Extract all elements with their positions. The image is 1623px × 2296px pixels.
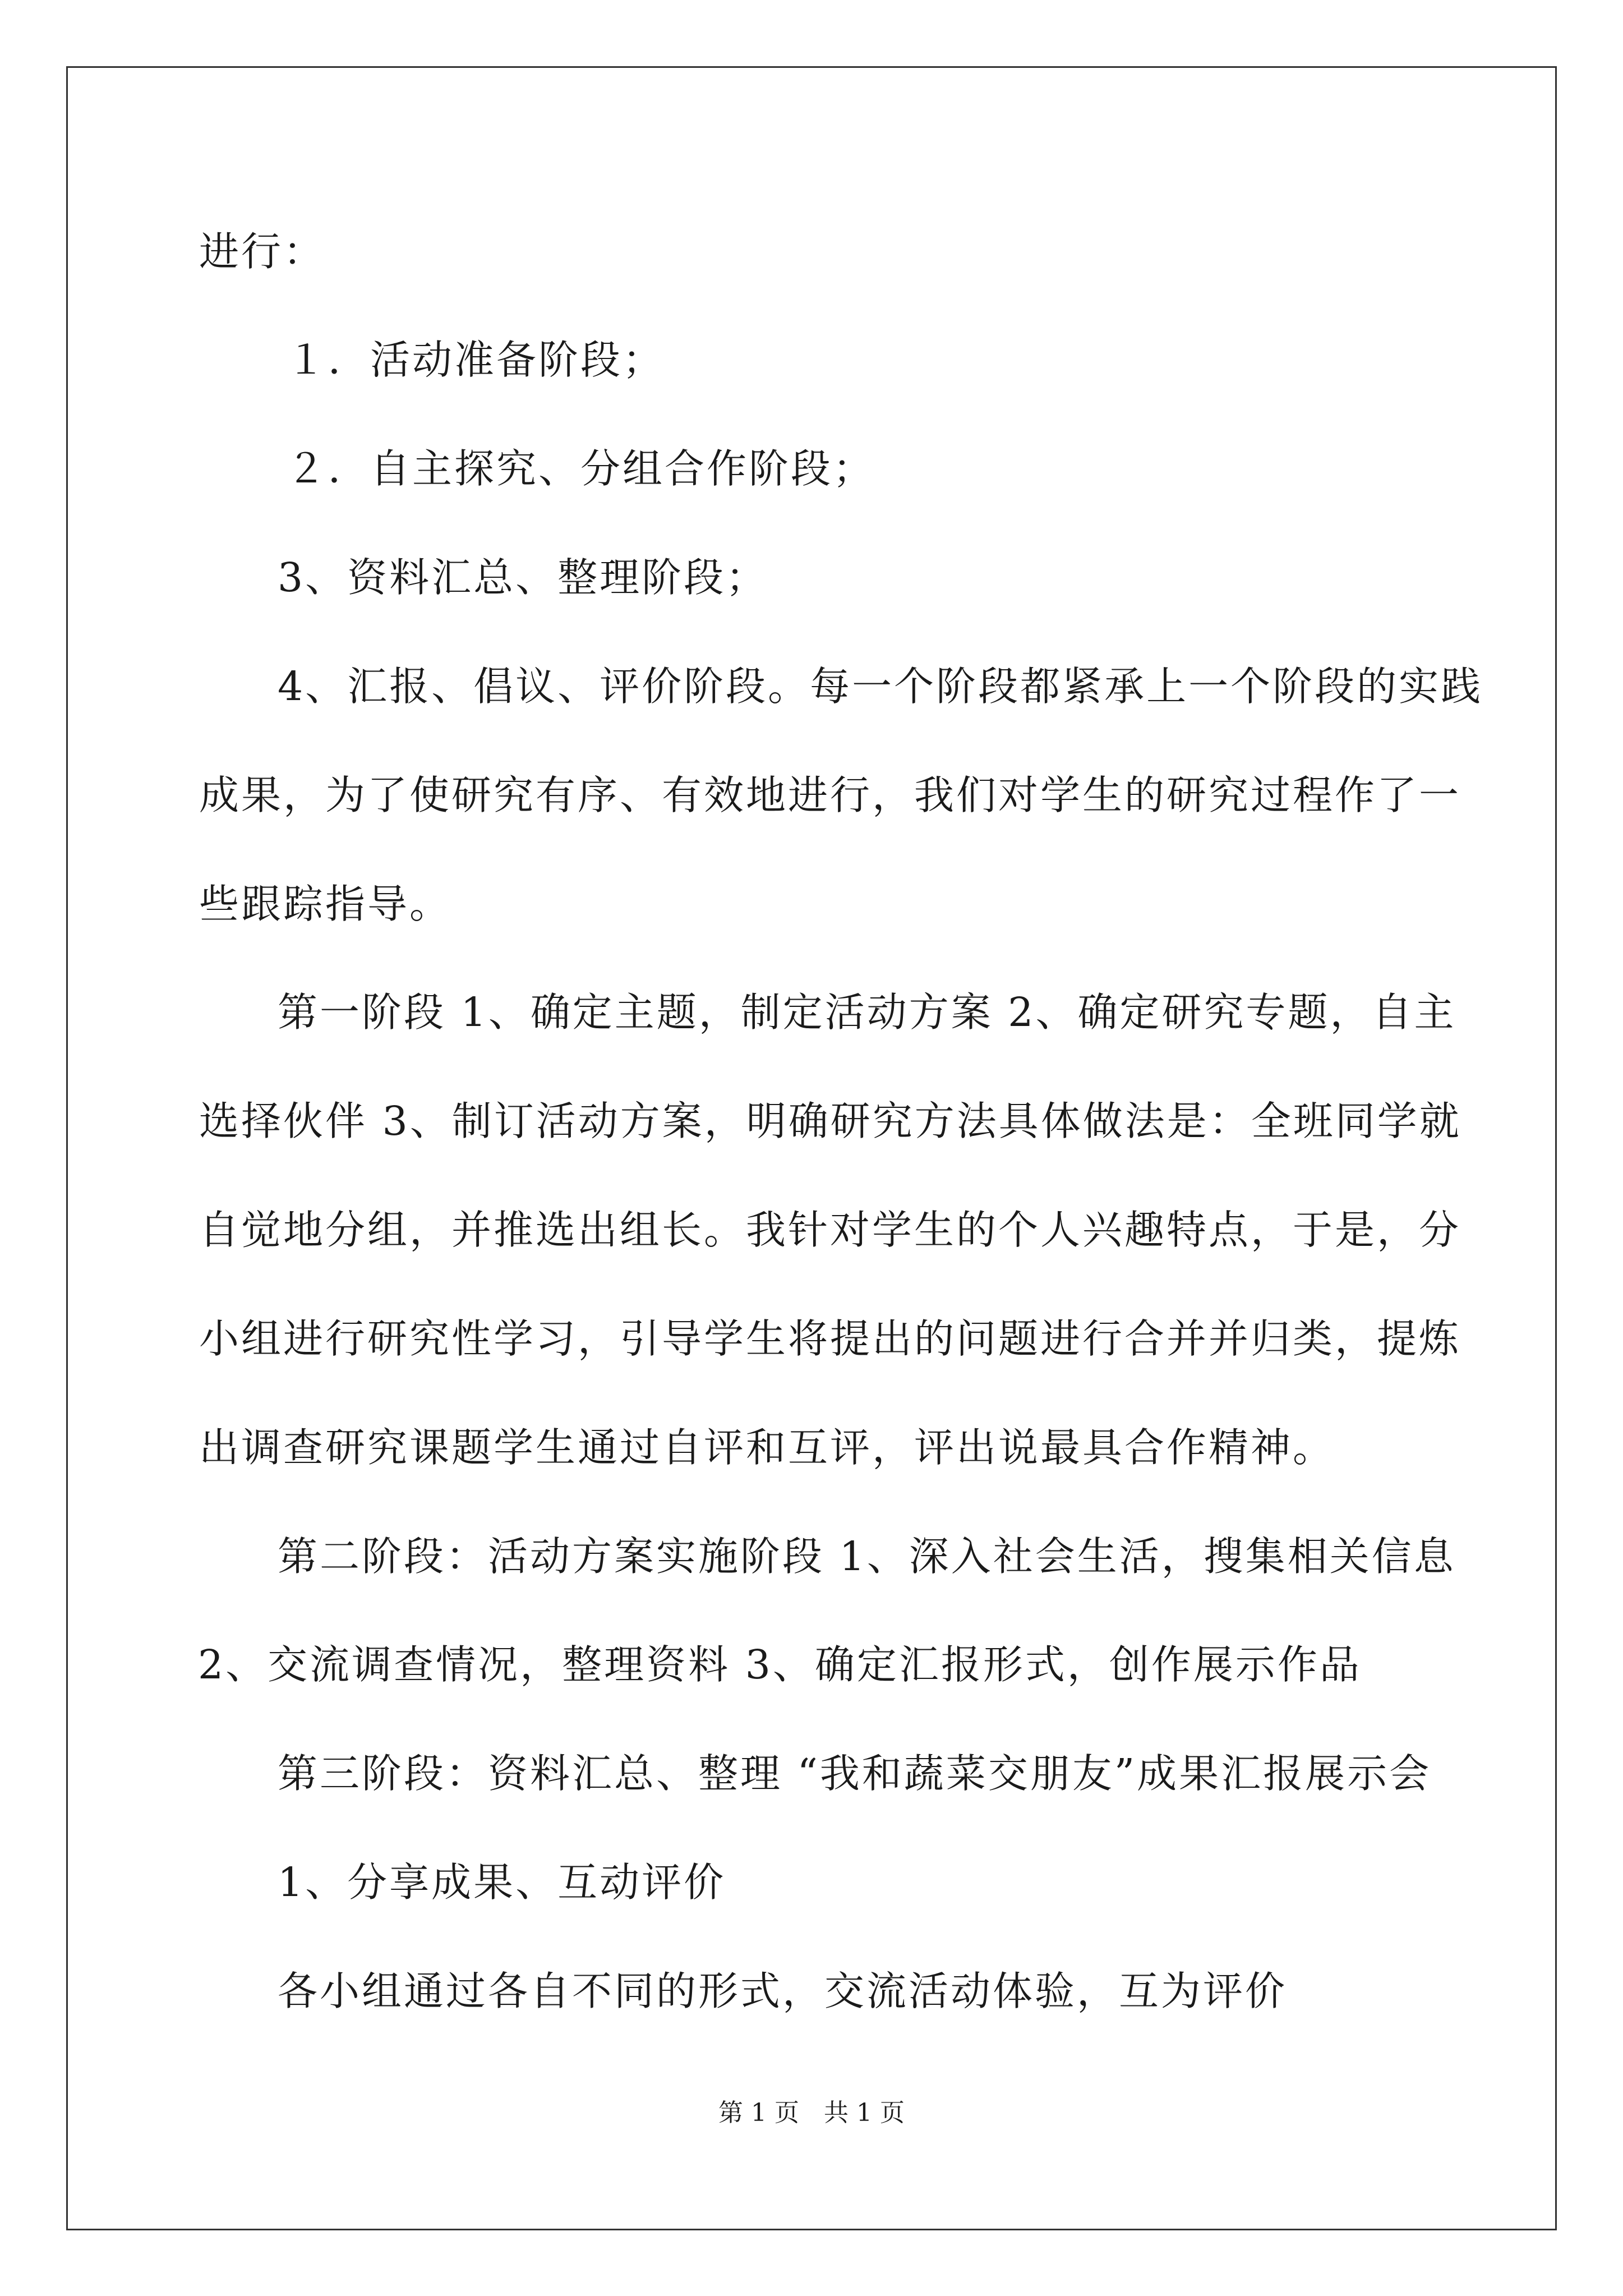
paragraph-line: 1、分享成果、互动评价 xyxy=(278,1859,726,1906)
document-body xyxy=(198,194,1483,2014)
paragraph-line: 2、交流调查情况，整理资料 3、确定汇报形式，创作展示作品 xyxy=(198,1641,1362,1688)
paragraph-line: 第一阶段 1、确定主题，制定活动方案 2、确定研究专题，自主 xyxy=(278,989,1456,1036)
paragraph-line: 小组进行研究性学习，引导学生将提出的问题进行合并并归类，提炼 xyxy=(199,1315,1461,1362)
page-number: 第 1 页 共 1 页 xyxy=(718,2099,905,2127)
list-item-4: 4、汇报、倡议、评价阶段。每一个阶段都紧承上一个阶段的实践 xyxy=(278,663,1483,710)
paragraph-line: 选择伙伴 3、制订活动方案，明确研究方法具体做法是：全班同学就 xyxy=(199,1098,1461,1144)
list-item-3: 3、资料汇总、整理阶段； xyxy=(278,554,768,601)
paragraph-line: 各小组通过各自不同的形式，交流活动体验，互为评价 xyxy=(278,1968,1288,2014)
paragraph-line: 自觉地分组，并推选出组长。我针对学生的个人兴趣特点，于是，分 xyxy=(199,1207,1461,1253)
paragraph-line: 成果，为了使研究有序、有效地进行，我们对学生的研究过程作了一 xyxy=(199,772,1461,818)
paragraph-line: 些跟踪指导。 xyxy=(199,881,452,927)
paragraph-line: 出调查研究课题学生通过自评和互评，评出说最具合作精神。 xyxy=(199,1424,1335,1471)
list-item-2: ２．自主探究、分组合作阶段； xyxy=(286,445,875,492)
list-item-1: １．活动准备阶段； xyxy=(286,337,665,383)
paragraph-line: 第二阶段：活动方案实施阶段 1、深入社会生活，搜集相关信息 xyxy=(278,1533,1456,1580)
paragraph-line: 进行： xyxy=(199,228,326,275)
paragraph-line: 第三阶段：资料汇总、整理 “我和蔬菜交朋友”成果汇报展示会 xyxy=(278,1750,1432,1797)
